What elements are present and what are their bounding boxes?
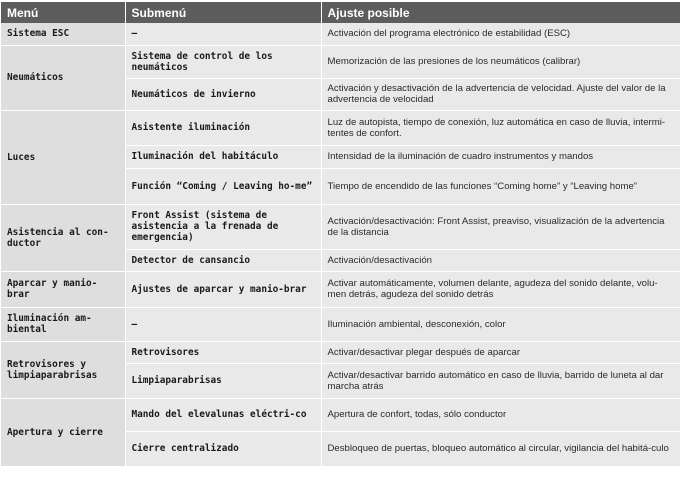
menu-cell: Neumáticos bbox=[1, 45, 125, 110]
header-submenu: Submenú bbox=[125, 2, 321, 23]
menu-cell: Apertura y cierre bbox=[1, 398, 125, 466]
menu-cell: Sistema ESC bbox=[1, 23, 125, 45]
submenu-cell: Ajustes de aparcar y manio-brar bbox=[125, 271, 321, 307]
header-setting: Ajuste posible bbox=[321, 2, 680, 23]
submenu-cell: Cierre centralizado bbox=[125, 431, 321, 466]
submenu-cell: Front Assist (sistema de asistencia a la frenada de emergencia) bbox=[125, 204, 321, 249]
submenu-cell: Iluminación del habitáculo bbox=[125, 145, 321, 168]
setting-cell: Memorización de las presiones de los neumáticos (calibrar) bbox=[321, 45, 680, 78]
setting-cell: Activar automáticamente, volumen delante, agudeza del sonido delante, volu-men detrás, agudeza del sonido detrás bbox=[321, 271, 680, 307]
setting-cell: Activación y desactivación de la advertencia de velocidad. Ajuste del valor de la advertencia de velocidad bbox=[321, 78, 680, 110]
setting-cell: Activación del programa electrónico de estabilidad (ESC) bbox=[321, 23, 680, 45]
setting-cell: Desbloqueo de puertas, bloqueo automático al circular, vigilancia del habitá-culo bbox=[321, 431, 680, 466]
setting-cell: Iluminación ambiental, desconexión, color bbox=[321, 307, 680, 341]
table-row bbox=[1, 398, 680, 431]
setting-cell: Tiempo de encendido de las funciones “Coming home” y “Leaving home” bbox=[321, 168, 680, 204]
submenu-cell: – bbox=[125, 307, 321, 341]
table-row bbox=[1, 204, 680, 249]
submenu-cell: – bbox=[125, 23, 321, 45]
table-row bbox=[1, 341, 680, 363]
submenu-cell: Función “Coming / Leaving ho-me” bbox=[125, 168, 321, 204]
submenu-cell: Detector de cansancio bbox=[125, 249, 321, 271]
submenu-cell: Asistente iluminación bbox=[125, 110, 321, 145]
setting-cell: Luz de autopista, tiempo de conexión, luz automática en caso de lluvia, intermi-tentes de confort. bbox=[321, 110, 680, 145]
menu-cell: Asistencia al con-ductor bbox=[1, 204, 125, 271]
setting-cell: Apertura de confort, todas, sólo conductor bbox=[321, 398, 680, 431]
setting-cell: Activar/desactivar plegar después de aparcar bbox=[321, 341, 680, 363]
setting-cell: Activar/desactivar barrido automático en caso de lluvia, barrido de luneta al dar marcha atrás bbox=[321, 363, 680, 398]
table-row bbox=[1, 271, 680, 307]
menu-cell: Luces bbox=[1, 110, 125, 204]
setting-cell: Activación/desactivación: Front Assist, preaviso, visualización de la advertencia de la distancia bbox=[321, 204, 680, 249]
submenu-cell: Retrovisores bbox=[125, 341, 321, 363]
setting-cell: Intensidad de la iluminación de cuadro instrumentos y mandos bbox=[321, 145, 680, 168]
table-row bbox=[1, 307, 680, 341]
table-row bbox=[1, 110, 680, 145]
menu-cell: Aparcar y manio-brar bbox=[1, 271, 125, 307]
menu-cell: Iluminación am-biental bbox=[1, 307, 125, 341]
table-row bbox=[1, 45, 680, 78]
header-row bbox=[1, 2, 680, 23]
settings-table bbox=[1, 2, 680, 467]
submenu-cell: Neumáticos de invierno bbox=[125, 78, 321, 110]
header-menu: Menú bbox=[1, 2, 125, 23]
setting-cell: Activación/desactivación bbox=[321, 249, 680, 271]
submenu-cell: Sistema de control de los neumáticos bbox=[125, 45, 321, 78]
menu-cell: Retrovisores y limpiaparabrisas bbox=[1, 341, 125, 398]
submenu-cell: Limpiaparabrisas bbox=[125, 363, 321, 398]
submenu-cell: Mando del elevalunas eléctri-co bbox=[125, 398, 321, 431]
table-row bbox=[1, 23, 680, 45]
